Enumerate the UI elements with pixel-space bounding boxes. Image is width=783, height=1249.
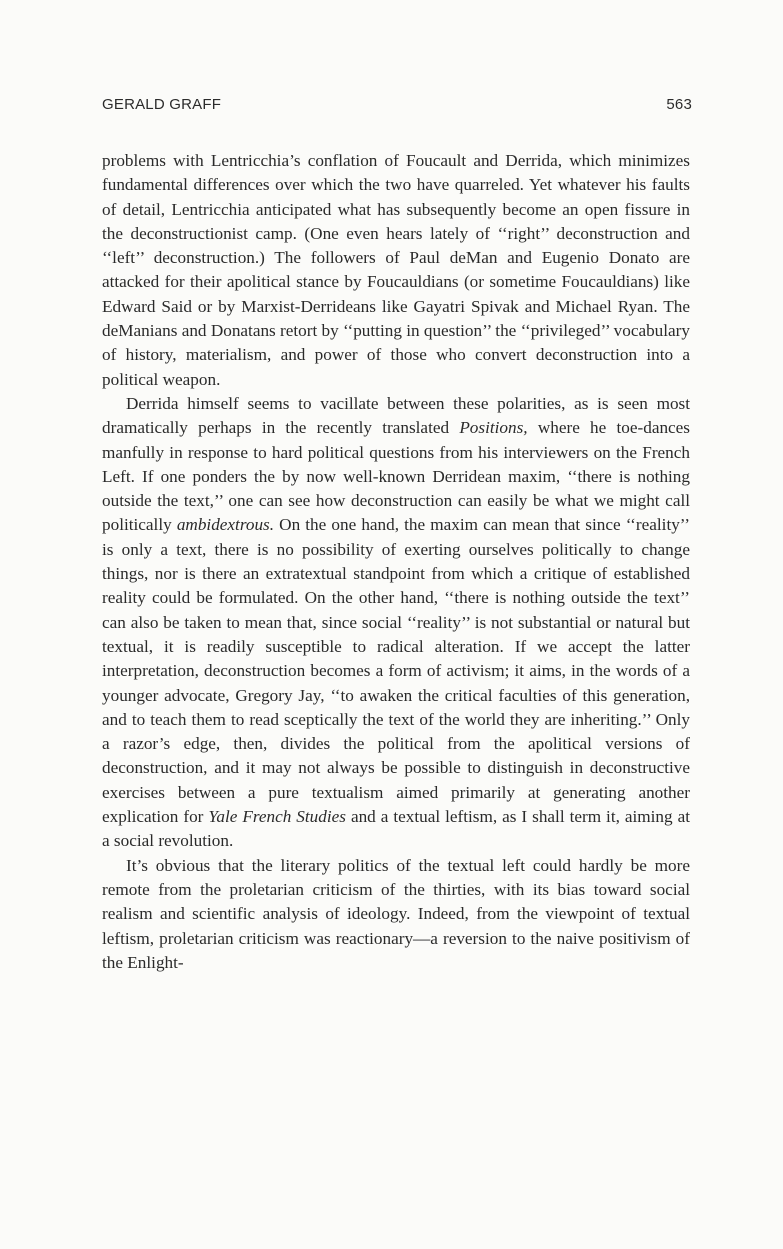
text-run: and a textual leftism, as I shall term it, aiming at a social revolution. [102,807,691,851]
paragraph [102,854,690,975]
italic-title-yale-french-studies: Yale French Studies [208,807,346,827]
page-number: 563 [666,96,692,113]
text-run: On the one hand, the maxim can mean that since ‘‘reality’’ is only a text, there is no possibility of exerting ourselves politically to change things, nor is there an extratextual standpoint from which a critique of established reality could be formulated. On the other hand, ‘‘there is nothing outside the text’’ can also be taken to mean that, since social ‘‘reality’’ is not substantial or natural but textual, it is readily susceptible to radical alteration. If we accept the latter interpretation, deconstruction becomes a form of activism; it aims, in the words of a younger advocate, Gregory Jay, ‘‘to awaken the critical faculties of this generation, and to teach them to read sceptically the text of the world they are inheriting.’’ Only a razor’s edge, then, divides the political from the apolitical versions of deconstruction, and it may not always be possible to distinguish in deconstructive exercises between a pure textualism aimed primarily at generating another explication for [102,515,690,827]
italic-term-ambidextrous: ambidextrous. [176,515,275,535]
text-run: where he toe-dances manfully in response to hard political questions from his interviewers on the French Left. If one ponders the by now well-known Derridean maxim, ‘‘there is nothing outside the text,’’ one can see how deconstruction can easily be what we might call politically [102,418,690,535]
running-head [102,96,692,120]
text-run: Derrida himself seems to vacillate between these polarities, as is seen most dramatically perhaps in the recently translated [102,393,690,438]
text-run: problems with Lentricchia’s conflation of Foucault and Derrida, which minimizes fundamental differences over which the two have quarreled. Yet whatever his faults of detail, Lentricchia anticipated what has subsequently become an open fissure in the deconstructionist camp. (One even hears lately of ‘‘right’’ deconstruction and ‘‘left’’ deconstruction.) The followers of Paul deMan and Eugenio Donato are attacked for their apolitical stance by Foucauldians (or sometime Foucauldians) like Edward Said or by Marxist-Derrideans like Gayatri Spivak and Michael Ryan. The deManians and Donatans retort by ‘‘putting in question’’ the ‘‘privileged’’ vocabulary of history, materialism, and power of those who convert deconstruction into a political weapon. [102,151,690,389]
body-text [102,149,690,975]
paragraph [102,392,690,854]
italic-title-positions: Positions, [459,418,528,438]
paragraph [102,149,690,392]
running-head-author: GERALD GRAFF [102,96,222,113]
text-run: It’s obvious that the literary politics of the textual left could hardly be more remote from the proletarian criticism of the thirties, with its bias toward social realism and scientific analysis of ideology. Indeed, from the viewpoint of textual leftism, proletarian criticism was reactionary—a reversion to the naive positivism of the Enlight- [102,855,690,972]
